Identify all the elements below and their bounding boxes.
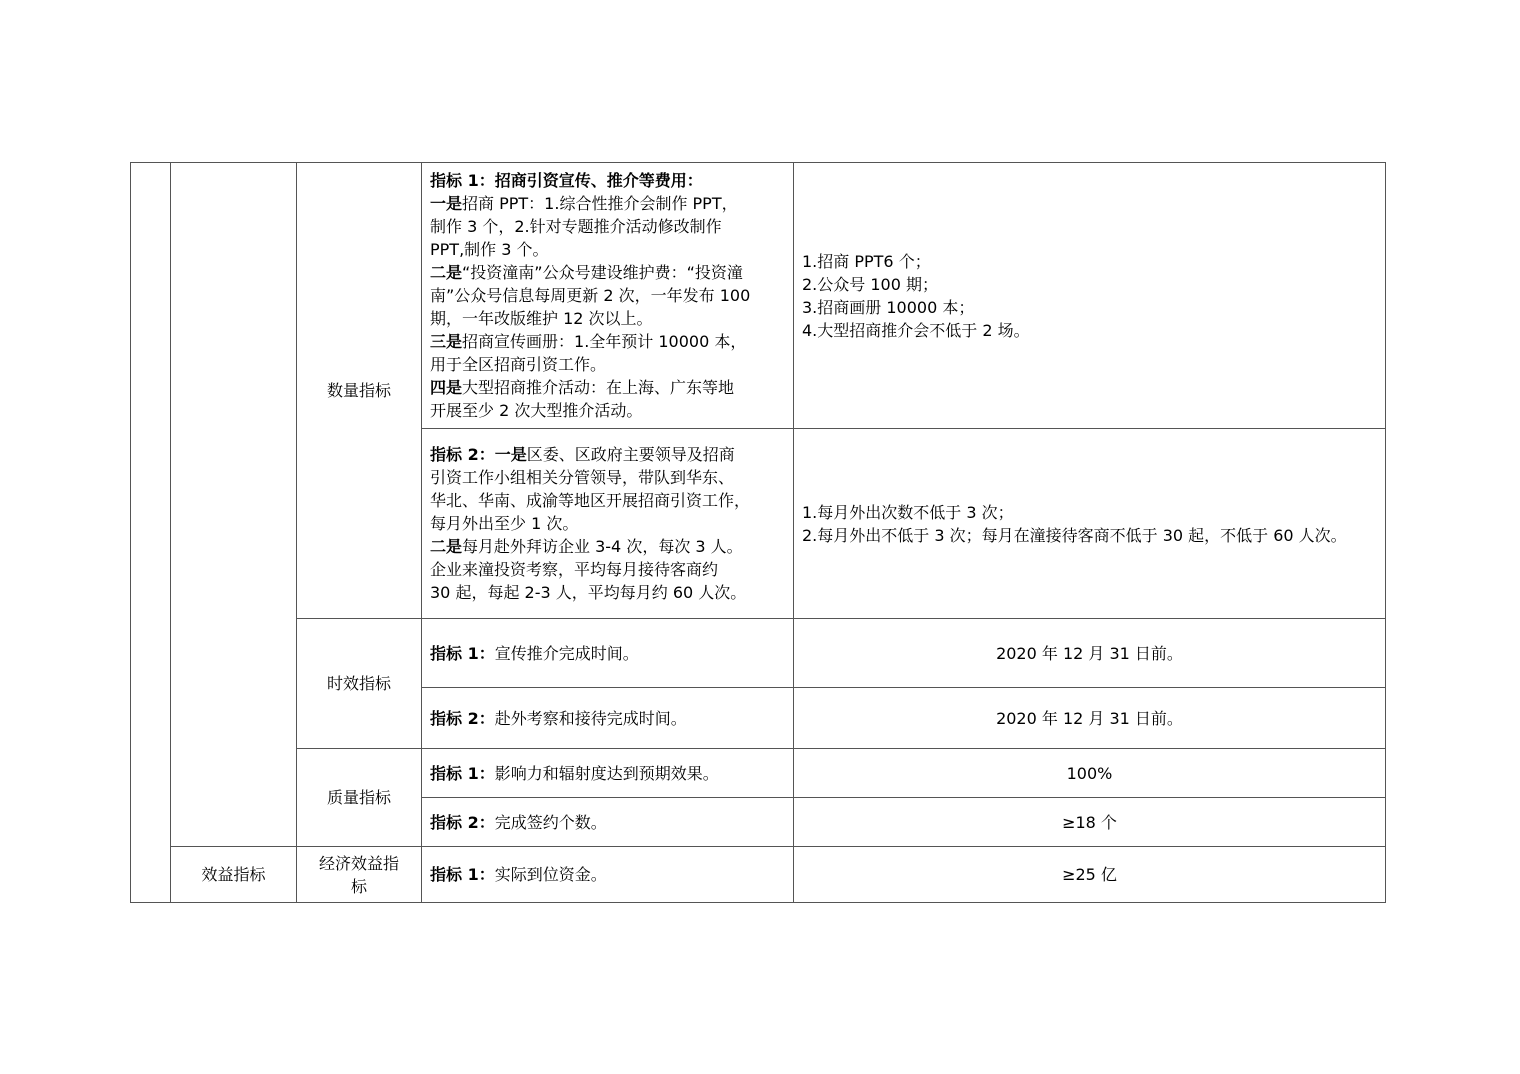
value-line: 1.每月外出次数不低于 3 次；	[802, 502, 1014, 522]
description-line: 企业来潼投资考察，平均每月接待客商约	[430, 560, 719, 579]
description-line: 开展至少 2 次大型推介活动。	[430, 401, 643, 420]
table-row	[131, 749, 1386, 798]
indicator-description: 指标 1：影响力和辐射度达到预期效果。	[422, 749, 794, 798]
description-line: 三是招商宣传画册：1.全年预计 10000 本，	[430, 332, 747, 351]
indicator-value: ≥25 亿	[794, 847, 1386, 903]
table-row	[131, 847, 1386, 903]
value-line: 2.每月外出不低于 3 次；每月在潼接待客商不低于 30 起，不低于 60 人次。	[802, 525, 1347, 545]
indicator-value	[794, 163, 1386, 429]
description-line: 二是每月赴外拜访企业 3-4 次，每次 3 人。	[430, 537, 743, 556]
performance-indicator-table	[130, 162, 1386, 903]
category-economic-benefit: 经济效益指标	[297, 847, 422, 903]
indicator-description: 指标 1：实际到位资金。	[422, 847, 794, 903]
indicator-value: 2020 年 12 月 31 日前。	[794, 619, 1386, 688]
description-line: PPT,制作 3 个。	[430, 240, 549, 259]
indicator-value: 100%	[794, 749, 1386, 798]
description-line: 一是招商 PPT：1.综合性推介会制作 PPT，	[430, 194, 738, 213]
description-line: 二是“投资潼南”公众号建设维护费：“投资潼	[430, 263, 743, 282]
indicator-title: 指标 1：招商引资宣传、推介等费用：	[430, 171, 703, 190]
indicator-value	[794, 429, 1386, 619]
indicator-description	[422, 163, 794, 429]
table-row	[131, 163, 1386, 429]
description-line: 南”公众号信息每周更新 2 次，一年发布 100	[430, 286, 751, 305]
indicator-description: 指标 2：赴外考察和接待完成时间。	[422, 688, 794, 749]
category-timeliness: 时效指标	[297, 619, 422, 749]
table-cell-empty	[131, 163, 171, 903]
description-line: 制作 3 个，2.针对专题推介活动修改制作	[430, 217, 722, 236]
table-cell-empty	[171, 163, 297, 847]
description-line: 每月外出至少 1 次。	[430, 514, 579, 533]
indicator-value: ≥18 个	[794, 798, 1386, 847]
category-benefit: 效益指标	[171, 847, 297, 903]
indicator-description	[422, 429, 794, 619]
indicator-description: 指标 2：完成签约个数。	[422, 798, 794, 847]
description-line: 30 起，每起 2-3 人，平均每月约 60 人次。	[430, 583, 747, 602]
description-line: 期，一年改版维护 12 次以上。	[430, 309, 653, 328]
indicator-value: 2020 年 12 月 31 日前。	[794, 688, 1386, 749]
category-quality: 质量指标	[297, 749, 422, 847]
description-line: 四是大型招商推介活动：在上海、广东等地	[430, 378, 735, 397]
table-row	[131, 619, 1386, 688]
value-line: 4.大型招商推介会不低于 2 场。	[802, 320, 1030, 340]
category-quantity: 数量指标	[297, 163, 422, 619]
value-line: 3.招商画册 10000 本；	[802, 297, 975, 317]
description-line: 指标 2：一是区委、区政府主要领导及招商	[430, 445, 735, 464]
description-line: 用于全区招商引资工作。	[430, 355, 607, 374]
description-line: 引资工作小组相关分管领导，带队到华东、	[430, 468, 735, 487]
description-line: 华北、华南、成渝等地区开展招商引资工作，	[430, 491, 751, 510]
indicator-description: 指标 1：宣传推介完成时间。	[422, 619, 794, 688]
value-line: 1.招商 PPT6 个；	[802, 251, 931, 271]
value-line: 2.公众号 100 期；	[802, 274, 938, 294]
